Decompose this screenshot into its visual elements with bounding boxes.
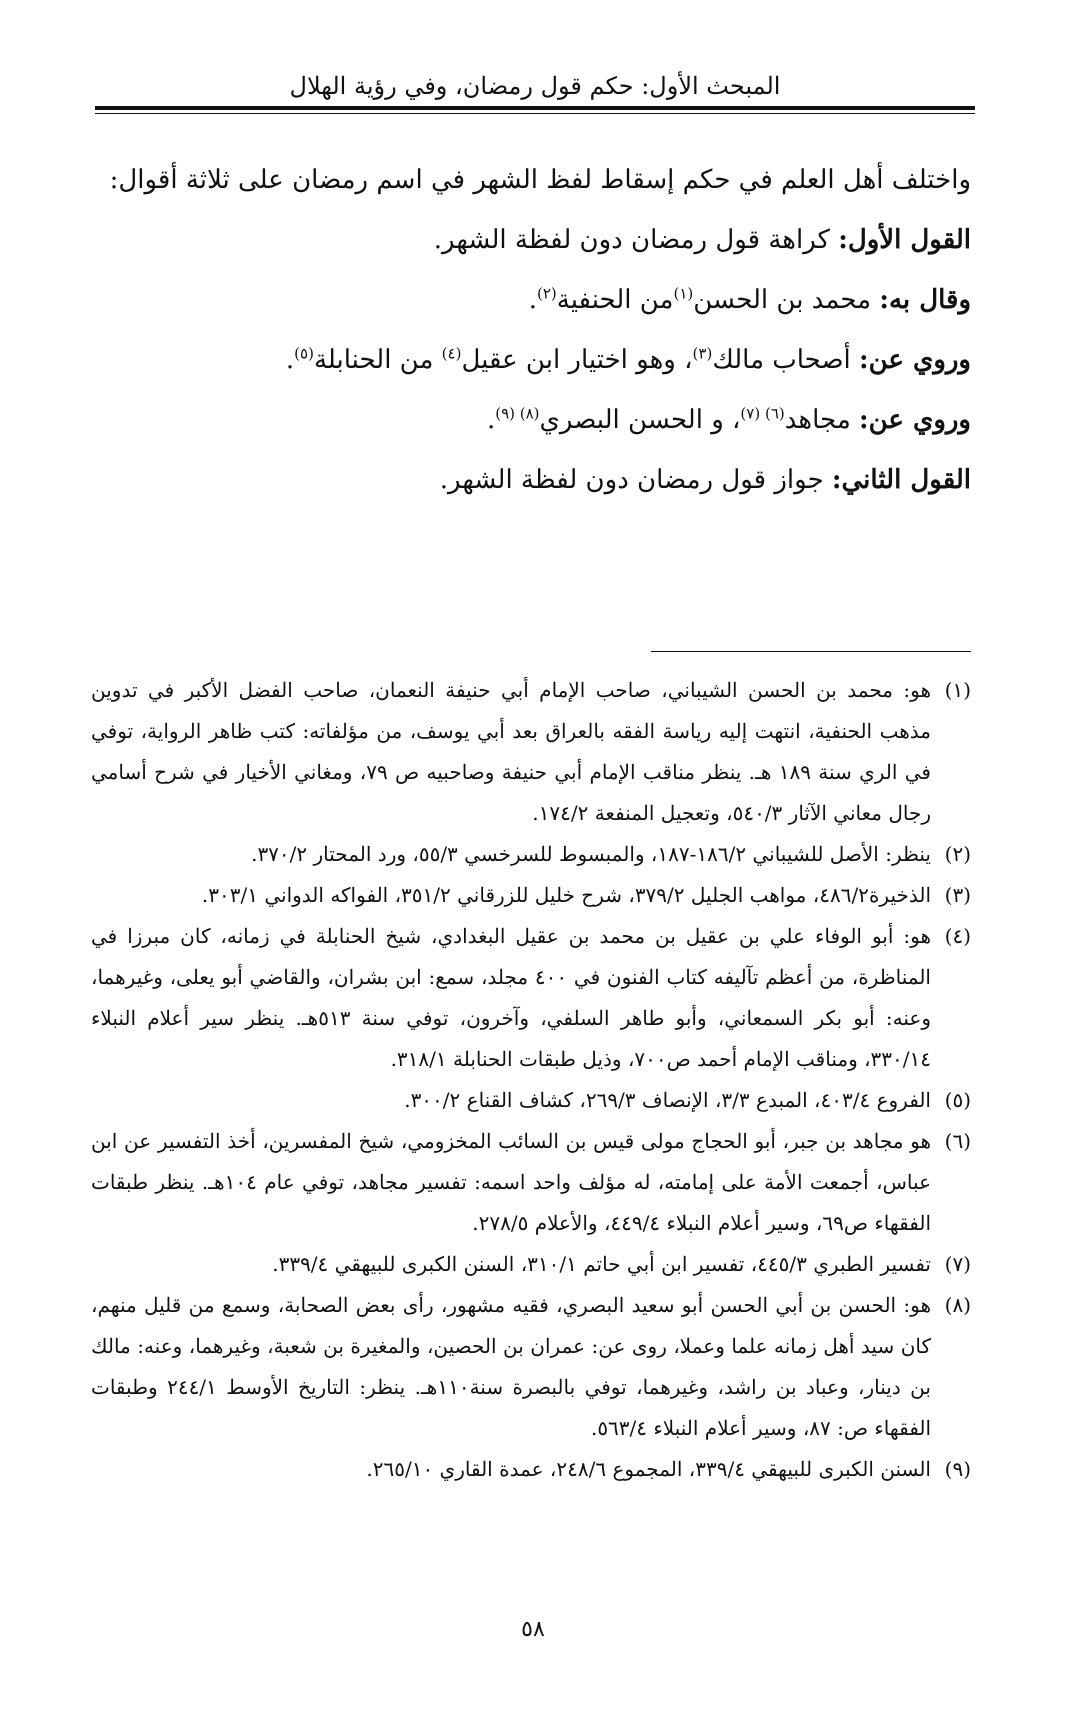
footnote-text: الذخيرة٤٨٦/٢، مواهب الجليل ٣٧٩/٢، شرح خليل للزرقاني ٣٥١/٢، الفواكه الدواني ٣٠٣/١. <box>201 883 931 907</box>
footnote-item <box>91 1449 971 1490</box>
footnote-text: هو: محمد بن الحسن الشيباني، صاحب الإمام أبي حنيفة النعمان، صاحب الفضل الأكبر في تدوين مذهب الحنفية، انتهت إليه رياسة الفقه بالعراق بعد أبي يوسف، من مؤلفاته: كتب ظاهر الرواية، توفي في الري سنة ١٨٩ هـ. ينظر مناقب الإمام أبي حنيفة وصاحبيه ص ٧٩، ومغاني الأخيار في شرح أسامي رجال معاني الآثار ٥٤٠/٣، وتعجيل المنفعة ١٧٤/٢. <box>91 678 931 825</box>
intro-paragraph: واختلف أهل العلم في حكم إسقاط لفظ الشهر في اسم رمضان على ثلاثة أقوال: <box>109 165 971 195</box>
narrated-1-text-3: من الحنابلة <box>313 345 442 375</box>
narrated-line-1 <box>91 330 971 390</box>
narrated-1-text-4: . <box>285 345 295 375</box>
narrated-1-text-1: أصحاب مالك <box>712 345 860 375</box>
first-opinion-lead: القول الأول: <box>838 225 971 255</box>
footnote-text: الفروع ٤٠٣/٤، المبدع ٣/٣، الإنصاف ٢٦٩/٣، كشاف القناع ٣٠٠/٢. <box>404 1088 931 1112</box>
footnote-ref-5[interactable]: (٥) <box>294 344 314 363</box>
first-opinion-text: كراهة قول رمضان دون لفظة الشهر. <box>433 225 839 255</box>
footnote-ref-6-7[interactable]: (٦) (٧) <box>740 404 785 423</box>
footnote-ref-1[interactable]: (١) <box>673 284 694 303</box>
narrated-1-lead: وروي عن: <box>859 345 971 375</box>
footnote-text: تفسير الطبري ٤٤٥/٣، تفسير ابن أبي حاتم ٣١٠/١، السنن الكبرى للبيهقي ٣٣٩/٤. <box>272 1252 931 1276</box>
footnote-item <box>91 670 971 834</box>
narrated-line-2 <box>91 390 971 450</box>
said-by-lead: وقال به: <box>879 285 971 315</box>
footnote-item <box>91 1121 971 1244</box>
footnote-item <box>91 875 971 916</box>
footnote-number: (٢) <box>944 842 971 866</box>
said-by-text-2: من الحنفية <box>556 285 674 315</box>
narrated-2-text-2: ، و الحسن البصري <box>539 405 741 435</box>
footnote-item <box>91 1080 971 1121</box>
footnote-number: (٤) <box>944 924 971 948</box>
running-header: المبحث الأول: حكم قول رمضان، وفي رؤية الهلال <box>289 72 781 100</box>
footnote-ref-2[interactable]: (٢) <box>536 284 557 303</box>
footnote-item <box>91 916 971 1080</box>
second-opinion-lead: القول الثاني: <box>831 465 971 495</box>
footnote-separator <box>651 651 971 652</box>
first-opinion <box>91 210 971 270</box>
footnote-text: هو: أبو الوفاء علي بن عقيل بن محمد بن عقيل البغدادي، شيخ الحنابلة في زمانه، كان مبرزا في المناظرة، من أعظم تآليفه كتاب الفنون في ٤٠٠ مجلد، سمع: ابن بشران، والقاضي أبو يعلى، وغيرهما، وعنه: أبو بكر السمعاني، وأبو طاهر السلفي، وآخرون، توفي سنة ٥١٣هـ. ينظر سير أعلام النبلاء ٣٣٠/١٤، ومناقب الإمام أحمد ص٧٠٠، وذيل طبقات الحنابلة ٣١٨/١. <box>91 924 931 1071</box>
narrated-1-text-2: ، وهو اختيار ابن عقيل <box>461 345 693 375</box>
footnote-item <box>91 834 971 875</box>
footnotes-section <box>91 670 971 1490</box>
footnote-ref-3[interactable]: (٣) <box>692 344 713 363</box>
footnote-text: السنن الكبرى للبيهقي ٣٣٩/٤، المجموع ٢٤٨/٦، عمدة القاري ٢٦٥/١٠. <box>366 1457 931 1481</box>
main-text <box>91 150 971 510</box>
footnote-ref-8-9[interactable]: (٨) (٩) <box>495 404 540 423</box>
said-by-text-1: محمد بن الحسن <box>693 285 880 315</box>
footnote-text: هو: الحسن بن أبي الحسن أبو سعيد البصري، فقيه مشهور، رأى بعض الصحابة، وسمع من قليل منهم، كان سيد أهل زمانه علما وعملا، روى عن: عمران بن الحصين، والمغيرة بن شعبة، وغيرهما، وعنه: مالك بن دينار، وعباد بن راشد، وغيرهما، توفي بالبصرة سنة١١٠هـ. ينظر: التاريخ الأوسط ٢٤٤/١ وطبقات الفقهاء ص: ٨٧، وسير أعلام النبلاء ٥٦٣/٤. <box>91 1293 931 1440</box>
footnote-ref-4[interactable]: (٤) <box>441 344 462 363</box>
narrated-2-text-1: مجاهد <box>784 405 860 435</box>
page-number: ٥٨ <box>521 1617 545 1642</box>
second-opinion-text: جواز قول رمضان دون لفظة الشهر. <box>439 465 832 495</box>
header-rule-thick <box>95 106 975 110</box>
footnote-text: ينظر: الأصل للشيباني ١٨٦/٢-١٨٧، والمبسوط للسرخسي ٥٥/٣، ورد المحتار ٣٧٠/٢. <box>251 842 931 866</box>
said-by-text-3: . <box>528 285 537 315</box>
narrated-2-lead: وروي عن: <box>859 405 971 435</box>
footnote-number: (٣) <box>944 883 971 907</box>
footnote-number: (٥) <box>944 1088 971 1112</box>
header-rule-thin <box>95 113 975 114</box>
footnote-number: (٦) <box>944 1129 971 1153</box>
footnote-text: هو مجاهد بن جبر، أبو الحجاج مولى قيس بن السائب المخزومي، شيخ المفسرين، أخذ التفسير عن ابن عباس، أجمعت الأمة على إمامته، له مؤلف واحد اسمه: تفسير مجاهد، توفي عام ١٠٤هـ. ينظر طبقات الفقهاء ص٦٩، وسير أعلام النبلاء ٤٤٩/٤، والأعلام ٢٧٨/٥. <box>91 1129 931 1235</box>
narrated-2-text-3: . <box>486 405 496 435</box>
footnote-number: (١) <box>944 678 971 702</box>
footnote-number: (٨) <box>944 1293 971 1317</box>
second-opinion <box>91 450 971 510</box>
said-by-line <box>91 270 971 330</box>
footnote-number: (٧) <box>944 1252 971 1276</box>
footnote-item <box>91 1244 971 1285</box>
footnote-item <box>91 1285 971 1449</box>
footnote-number: (٩) <box>944 1457 971 1481</box>
